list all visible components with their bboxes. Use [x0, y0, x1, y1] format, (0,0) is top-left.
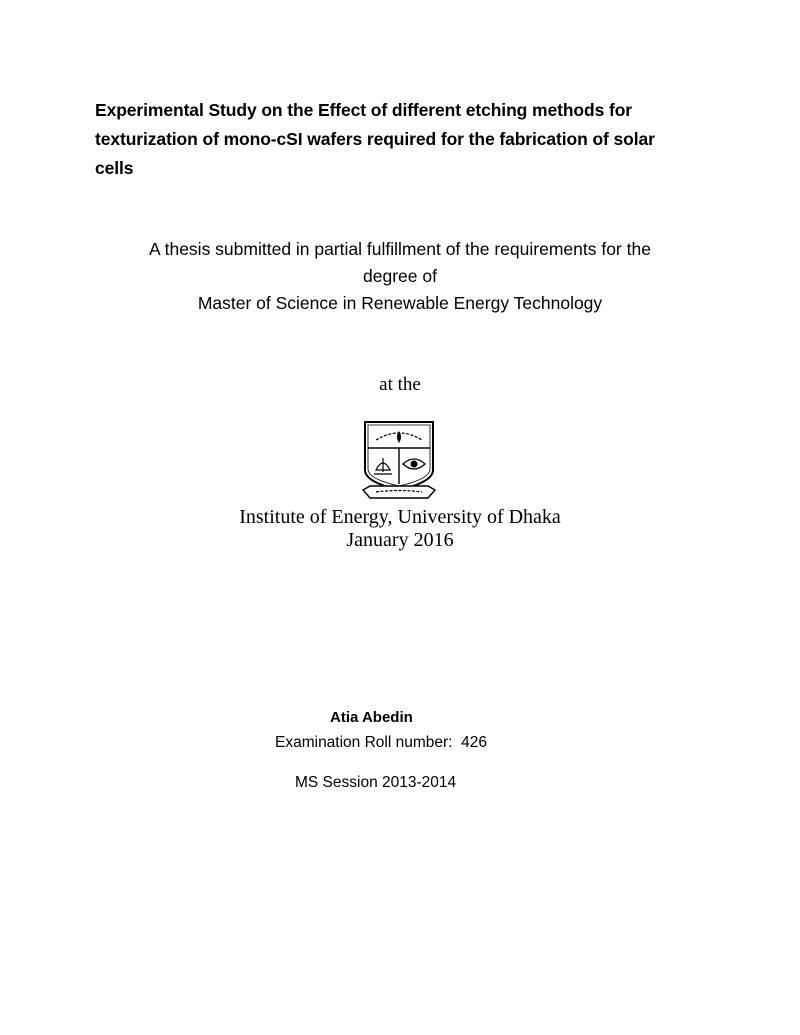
submission-line-2: degree of — [363, 266, 437, 286]
thesis-title-line-1: Experimental Study on the Effect of different etching methods for — [95, 100, 633, 120]
submission-line-1: A thesis submitted in partial fulfillment of the requirements for the — [149, 239, 651, 259]
university-of-dhaka-seal-icon — [362, 420, 436, 502]
institution-name: Institute of Energy, University of Dhaka — [239, 506, 561, 528]
at-the-text: at the — [379, 374, 421, 395]
exam-roll-number: Examination Roll number: 426 — [275, 734, 487, 751]
thesis-title-line-2: texturization of mono-cSI wafers required for the fabrication of solar — [95, 129, 655, 149]
thesis-title — [95, 96, 695, 183]
author-name: Atia Abedin — [330, 709, 413, 726]
ms-session: MS Session 2013-2014 — [295, 774, 457, 791]
degree-name: Master of Science in Renewable Energy Technology — [197, 293, 603, 313]
institution-block — [0, 506, 800, 552]
submission-statement — [0, 236, 800, 317]
submission-date: January 2016 — [346, 529, 454, 551]
thesis-title-line-3: cells — [95, 158, 134, 178]
